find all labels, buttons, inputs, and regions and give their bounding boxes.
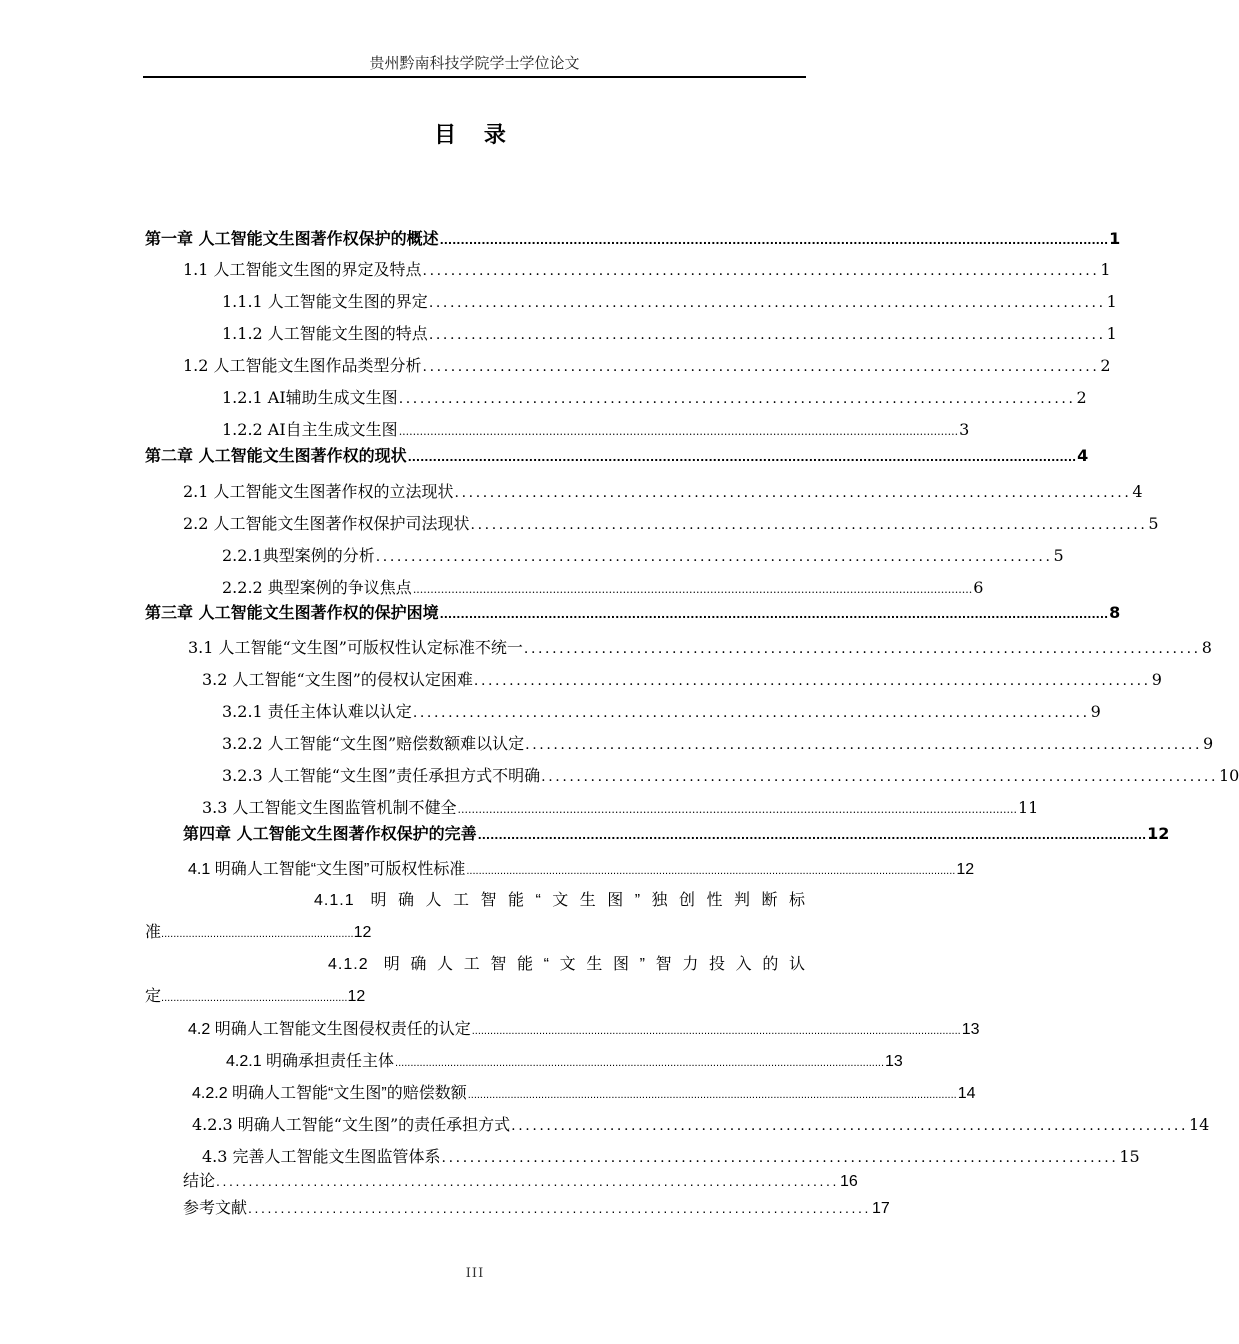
toc-entry-page: 11 <box>1018 798 1039 817</box>
toc-entry-conclusion[interactable] <box>183 1168 858 1191</box>
toc-leader: ................................................................................................................................................................ <box>477 829 1147 842</box>
toc-entry-page: 5 <box>1148 514 1159 533</box>
toc-leader: ................................................................................................ <box>428 295 1106 311</box>
toc-leader: ................................................................................................ <box>441 1150 1119 1166</box>
toc-entry-label: 4.2.3 明确人工智能“文生图”的责任承担方式 <box>192 1115 511 1134</box>
toc-leader: ................................................................................................................................................................ <box>466 865 956 877</box>
toc-leader: ................................................................................................................................................................ <box>395 1057 885 1069</box>
toc-leader: ................................................................................................ <box>422 263 1100 279</box>
toc-leader: ................................................................................................ <box>473 673 1151 689</box>
toc-entry-label: 1.1 人工智能文生图的界定及特点 <box>183 260 422 279</box>
toc-entry-page: 17 <box>872 1200 890 1217</box>
toc-entry-3-3[interactable] <box>202 795 1039 818</box>
toc-entry-4-1-1-line1[interactable]: 4.1.1 明确人工智能“文生图”独创性判断标 <box>314 892 806 909</box>
toc-entry-page: 12 <box>347 988 366 1005</box>
toc-entry-3-1[interactable] <box>188 635 1212 658</box>
toc-leader: ................................................................................................................................................................ <box>439 234 1109 247</box>
toc-leader: ................................................................................................ <box>422 359 1100 375</box>
toc-leader: ................................................................................................ <box>248 1200 872 1216</box>
toc-entry-label: 1.1.2 人工智能文生图的特点 <box>222 324 428 343</box>
toc-entry-page: 9 <box>1090 702 1101 721</box>
toc-entry-label: 3.3 人工智能文生图监管机制不健全 <box>202 798 457 817</box>
toc-entry-chapter-4[interactable] <box>183 821 1170 844</box>
toc-entry-page: 15 <box>1119 1147 1140 1166</box>
toc-entry-4-2-1[interactable] <box>226 1048 903 1071</box>
toc-entry-label: 4.1 明确人工智能“文生图”可版权性标准 <box>188 861 466 878</box>
toc-leader: ................................................................................................................................................................ <box>412 583 973 596</box>
toc-entry-1-1-2[interactable] <box>222 321 1117 344</box>
toc-leader: ................................................................................................................................................................ <box>457 803 1017 816</box>
toc-entry-3-2-3[interactable] <box>222 763 1239 786</box>
toc-entry-2-1[interactable] <box>183 479 1143 502</box>
toc-leader: ................................................................................................ <box>525 737 1202 753</box>
toc-entry-label: 3.2 人工智能“文生图”的侵权认定困难 <box>202 670 473 689</box>
toc-entry-page: 9 <box>1203 734 1214 753</box>
toc-entry-1-2-1[interactable] <box>222 385 1087 408</box>
toc-entry-label: 准 <box>145 924 162 941</box>
toc-entry-page: 13 <box>961 1021 980 1038</box>
toc-entry-label: 3.1 人工智能“文生图”可版权性认定标准不统一 <box>188 638 523 657</box>
toc-entry-label: 4.2 明确人工智能文生图侵权责任的认定 <box>188 1021 471 1038</box>
toc-entry-label: 定 <box>145 988 162 1005</box>
toc-entry-page: 1 <box>1106 324 1117 343</box>
toc-entry-label: 第三章 人工智能文生图著作权的保护困境 <box>145 603 439 622</box>
toc-entry-label: 2.2.1典型案例的分析 <box>222 546 375 565</box>
toc-entry-page: 3 <box>959 420 970 439</box>
toc-entry-label: 1.2.1 AI辅助生成文生图 <box>222 388 398 407</box>
toc-entry-3-2-1[interactable] <box>222 699 1101 722</box>
running-header: 贵州黔南科技学院学士学位论文 <box>369 54 580 72</box>
toc-entry-page: 14 <box>1189 1115 1210 1134</box>
toc-entry-4-2-2[interactable] <box>192 1080 976 1103</box>
toc-entry-label: 参考文献 <box>183 1200 248 1217</box>
toc-leader: ................................................................................................ <box>511 1118 1188 1134</box>
toc-entry-4-2[interactable] <box>188 1016 980 1039</box>
toc-entry-page: 12 <box>956 861 975 878</box>
toc-entry-label: 4.2.1 明确承担责任主体 <box>226 1053 395 1070</box>
toc-entry-label: 4.2.2 明确人工智能“文生图”的赔偿数额 <box>192 1085 467 1102</box>
toc-entry-3-2-2[interactable] <box>222 731 1214 754</box>
toc-entry-4-2-3[interactable] <box>192 1112 1210 1135</box>
toc-entry-page: 4 <box>1132 482 1143 501</box>
toc-entry-chapter-2[interactable] <box>145 443 1089 466</box>
toc-leader: ................................................................................................ <box>454 485 1132 501</box>
toc-entry-4-1-2-line1[interactable]: 4.1.2 明确人工智能“文生图”智力投入的认 <box>328 956 806 973</box>
toc-entry-page: 16 <box>840 1173 858 1190</box>
toc-title: 目 录 <box>434 123 516 148</box>
toc-entry-1-2-2[interactable] <box>222 417 970 440</box>
toc-entry-label: 2.2.2 典型案例的争议焦点 <box>222 578 412 597</box>
toc-entry-page: 1 <box>1109 229 1121 248</box>
toc-entry-page: 8 <box>1109 603 1121 622</box>
toc-entry-1-1-1[interactable] <box>222 289 1117 312</box>
toc-leader: ................................................................................................ <box>470 517 1148 533</box>
toc-entry-label: 2.1 人工智能文生图著作权的立法现状 <box>183 482 454 501</box>
toc-entry-label: 1.2.2 AI自主生成文生图 <box>222 420 398 439</box>
toc-leader: ................................................................................................ <box>523 641 1201 657</box>
toc-entry-label: 3.2.2 人工智能“文生图”赔偿数额难以认定 <box>222 734 525 753</box>
toc-entry-page: 4 <box>1077 446 1089 465</box>
toc-entry-page: 12 <box>1147 824 1170 843</box>
toc-entry-label: 1.1.1 人工智能文生图的界定 <box>222 292 428 311</box>
toc-entry-label: 4.3 完善人工智能文生图监管体系 <box>202 1147 441 1166</box>
toc-leader: ............................................................. <box>161 992 348 1004</box>
toc-leader: ................................................................................................................................................................ <box>407 451 1077 464</box>
toc-leader: ................................................................................................................................................................ <box>398 425 959 438</box>
toc-entry-2-2-2[interactable] <box>222 575 984 598</box>
toc-entry-page: 2 <box>1076 388 1087 407</box>
toc-entry-2-2-1[interactable] <box>222 543 1064 566</box>
toc-entry-references[interactable] <box>183 1195 890 1218</box>
toc-entry-page: 13 <box>885 1053 903 1070</box>
toc-leader: ................................................................................................ <box>375 549 1053 565</box>
toc-entry-page: 1 <box>1100 260 1111 279</box>
toc-leader: ................................................................................................ <box>412 705 1090 721</box>
toc-entry-page: 10 <box>1219 766 1239 785</box>
toc-leader: ................................................................................................ <box>216 1173 840 1189</box>
toc-entry-label: 第四章 人工智能文生图著作权保护的完善 <box>183 824 477 843</box>
toc-entry-label: 第二章 人工智能文生图著作权的现状 <box>145 446 407 465</box>
toc-entry-4-3[interactable] <box>202 1144 1140 1167</box>
toc-entry-chapter-3[interactable] <box>145 600 1121 623</box>
toc-entry-label: 2.2 人工智能文生图著作权保护司法现状 <box>183 514 470 533</box>
toc-entry-label: 第一章 人工智能文生图著作权保护的概述 <box>145 229 439 248</box>
toc-entry-2-2[interactable] <box>183 511 1159 534</box>
toc-leader: ................................................................................................ <box>541 769 1218 785</box>
toc-entry-4-1[interactable] <box>188 856 975 879</box>
toc-entry-page: 12 <box>353 924 372 941</box>
toc-entry-label: 1.2 人工智能文生图作品类型分析 <box>183 356 422 375</box>
toc-leader: ................................................................................................................................................................ <box>439 608 1109 621</box>
toc-entry-page: 8 <box>1201 638 1212 657</box>
toc-entry-page: 2 <box>1100 356 1111 375</box>
toc-entry-chapter-1[interactable] <box>145 226 1121 249</box>
page-number: III <box>465 1266 485 1281</box>
toc-leader: ............................................................... <box>161 928 354 940</box>
toc-entry-3-2[interactable] <box>202 667 1162 690</box>
toc-entry-label: 3.2.3 人工智能“文生图”责任承担方式不明确 <box>222 766 541 785</box>
toc-entry-4-1-2-line2[interactable] <box>145 983 365 1006</box>
toc-entry-label: 3.2.1 责任主体认难以认定 <box>222 702 412 721</box>
toc-entry-label: 结论 <box>183 1173 216 1190</box>
toc-entry-page: 9 <box>1151 670 1162 689</box>
toc-leader: ................................................................................................ <box>428 327 1106 343</box>
toc-entry-1-2[interactable] <box>183 353 1111 376</box>
toc-entry-page: 14 <box>957 1085 976 1102</box>
toc-leader: ................................................................................................................................................................ <box>471 1025 961 1037</box>
toc-entry-page: 6 <box>973 578 984 597</box>
toc-entry-page: 1 <box>1106 292 1117 311</box>
toc-leader: ................................................................................................................................................................ <box>467 1089 957 1101</box>
toc-entry-4-1-1-line2[interactable] <box>145 919 371 942</box>
toc-entry-page: 5 <box>1053 546 1064 565</box>
header-rule <box>143 76 806 78</box>
toc-entry-1-1[interactable] <box>183 257 1111 280</box>
toc-leader: ................................................................................................ <box>398 391 1076 407</box>
